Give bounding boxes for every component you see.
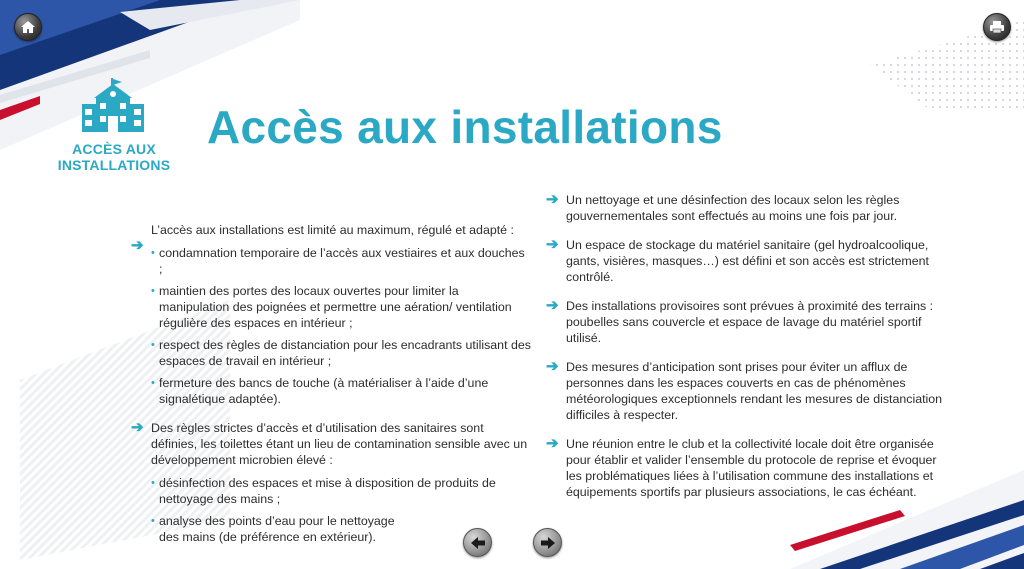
page-title: Accès aux installations (207, 101, 723, 153)
badge-label: ACCÈS AUX INSTALLATIONS (57, 141, 171, 173)
arrow-right-icon (540, 536, 556, 550)
print-icon (989, 20, 1005, 34)
right-item-text: Un nettoyage et une désinfection des locaux selon les règles gouvernementales sont effectués au moins une fois par jour. (566, 193, 900, 223)
home-icon (20, 20, 36, 34)
list-item: • maintien des portes des locaux ouvertes pour limiter la manipulation des poignées et permettre une aération/ ventilation régulière des espaces en intérieur ; (131, 283, 531, 331)
sanitary-text: Des règles strictes d’accès et d’utilisation des sanitaires sont définies, les toilettes étant un lieu de contamination sensible avec un développement microbien élevé : (151, 421, 528, 467)
arrow-right-icon: ➔ (131, 237, 144, 254)
arrow-right-icon: ➔ (546, 236, 559, 253)
list-item: • désinfection des espaces et mise à disposition de produits de nettoyage des mains ; (131, 475, 531, 507)
list-item: • respect des règles de distanciation pour les encadrants utilisant des espaces de travail en intérieur ; (131, 337, 531, 369)
left-column (131, 222, 531, 545)
right-item-text: Des mesures d’anticipation sont prises pour éviter un afflux de personnes dans les espaces couverts en cas de phénomènes météorologiques exceptionnels rendant les mesures de distanciation difficiles à respecter. (566, 360, 943, 422)
right-item (546, 192, 946, 224)
previous-page-button[interactable] (463, 528, 492, 557)
intro-paragraph (131, 222, 531, 254)
right-column (546, 192, 946, 500)
right-item (546, 298, 946, 346)
right-item-text: Des installations provisoires sont prévues à proximité des terrains : poubelles sans couvercle et espace de lavage du matériel sportif utilisé. (566, 299, 934, 345)
right-item (546, 359, 946, 423)
list-item: • analyse des points d’eau pour le nettoyage des mains (de préférence en extérieur). (131, 513, 531, 545)
arrow-right-icon: ➔ (546, 191, 559, 208)
list-item: • condamnation temporaire de l’accès aux vestiaires et aux douches ; (131, 245, 531, 277)
intro-text: L’accès aux installations est limité au maximum, régulé et adapté : (151, 223, 514, 237)
right-item (546, 436, 946, 500)
intro-bullet-list (131, 245, 531, 407)
print-button[interactable] (983, 13, 1011, 41)
right-item (546, 237, 946, 285)
right-item-text: Une réunion entre le club et la collectivité locale doit être organisée pour établir et valider l’ensemble du protocole de reprise et évoquer les problématiques liées à l’utilisation commune des installations et équipements sportifs par plusieurs associations, le cas échéant. (566, 437, 937, 499)
sanitary-paragraph (131, 420, 531, 468)
next-page-button[interactable] (533, 528, 562, 557)
arrow-right-icon: ➔ (546, 297, 559, 314)
right-item-text: Un espace de stockage du matériel sanitaire (gel hydroalcoolique, gants, visières, masques…) est défini et son accès est strictement contrôlé. (566, 238, 929, 284)
school-building-icon (80, 78, 146, 134)
arrow-right-icon: ➔ (546, 358, 559, 375)
arrow-right-icon: ➔ (131, 419, 144, 436)
arrow-right-icon: ➔ (546, 435, 559, 452)
home-button[interactable] (14, 13, 42, 41)
arrow-left-icon (470, 536, 486, 550)
list-item: • fermeture des bancs de touche (à matérialiser à l’aide d’une signalétique adaptée). (131, 375, 531, 407)
